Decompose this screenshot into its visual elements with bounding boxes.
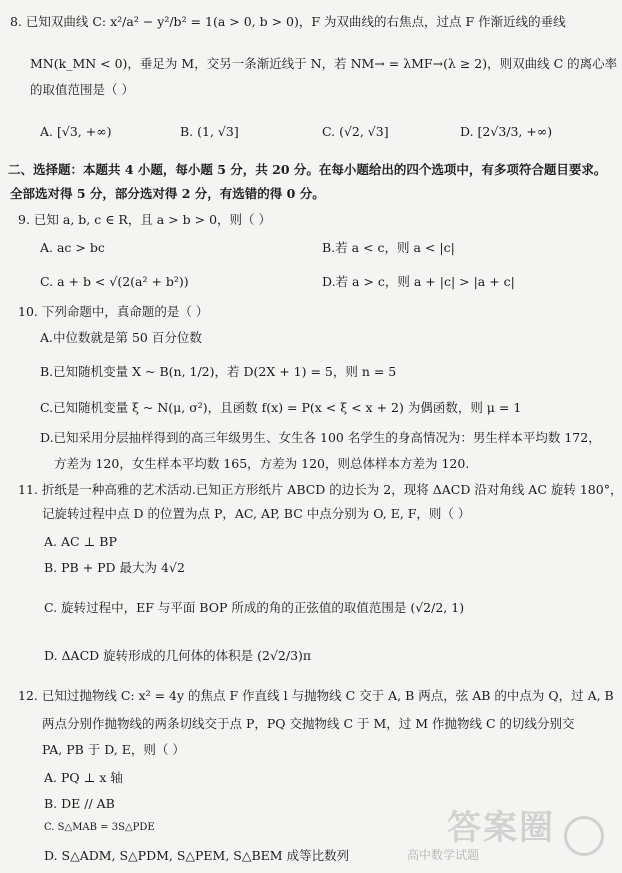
q9-option-a: A. ac > bc (40, 240, 105, 255)
q11-option-a: A. AC ⊥ BP (44, 534, 117, 549)
q11-stem-line1: 11. 折纸是一种高雅的艺术活动.已知正方形纸片 ABCD 的边长为 2，现将 ΔACD 沿对角线 AC 旋转 180°， (18, 482, 622, 497)
watermark-caption: 高中数学试题 (407, 848, 480, 862)
q9-option-d: D.若 a > c，则 a + |c| > |a + c| (322, 274, 515, 289)
q12-stem-line3: PA, PB 于 D, E，则（ ） (42, 742, 185, 757)
q8-option-b: B. (1, √3] (180, 124, 239, 139)
q10-option-b: B.已知随机变量 X ~ B(n, 1/2)，若 D(2X + 1) = 5，则 n = 5 (40, 364, 397, 379)
q12-stem-line1: 12. 已知过抛物线 C: x² = 4y 的焦点 F 作直线 l 与抛物线 C 交于 A, B 两点，弦 AB 的中点为 Q，过 A, B (18, 688, 614, 703)
q10-option-a: A.中位数就是第 50 百分位数 (40, 330, 202, 345)
q11-option-c: C. 旋转过程中，EF 与平面 BOP 所成的角的正弦值的取值范围是 (√2/2, 1) (44, 600, 465, 615)
q12-option-a: A. PQ ⊥ x 轴 (44, 770, 123, 785)
q9-option-b: B.若 a < c，则 a < |c| (322, 240, 455, 255)
q8-option-c: C. (√2, √3] (322, 124, 389, 139)
q12-option-d: D. S△ADM, S△PDM, S△PEM, S△BEM 成等比数列 (44, 848, 350, 863)
q8-option-a: A. [√3, +∞) (40, 124, 112, 139)
q8-stem-line3: 的取值范围是（ ） (30, 82, 134, 97)
watermark-logo-text: 答案圈 (447, 808, 555, 848)
q10-option-d-line1: D.已知采用分层抽样得到的高三年级男生、女生各 100 名学生的身高情况为：男生样本平均数 172， (40, 430, 601, 445)
q12-option-c: C. S△MAB = 3S△PDE (44, 822, 155, 833)
q10-option-d-line2: 方差为 120，女生样本平均数 165，方差为 120，则总体样本方差为 120. (54, 456, 470, 471)
watermark (407, 808, 612, 868)
q11-option-d: D. ΔACD 旋转形成的几何体的体积是 (2√2/3)π (44, 648, 312, 663)
q8-stem-line2: MN(k_MN < 0)，垂足为 M，交另一条渐近线于 N，若 NM→ = λMF→(λ ≥ 2)，则双曲线 C 的离心率 (30, 56, 618, 71)
q11-stem-line2: 记旋转过程中点 D 的位置为点 P，AC, AP, BC 中点分别为 O, E, F，则（ ） (42, 506, 471, 521)
q9-option-c: C. a + b < √(2(a² + b²)) (40, 274, 189, 289)
section2-scoring: 全部选对得 5 分，部分选对得 2 分，有选错的得 0 分。 (10, 186, 325, 201)
q9-stem: 9. 已知 a, b, c ∈ R，且 a > b > 0，则（ ） (18, 212, 272, 227)
q8-option-d: D. [2√3/3, +∞) (460, 124, 553, 139)
section2-heading: 二、选择题：本题共 4 小题，每小题 5 分，共 20 分。在每小题给出的四个选项中，有多项符合题目要求。 (8, 162, 607, 177)
q12-stem-line2: 两点分别作抛物线的两条切线交于点 P，PQ 交抛物线 C 于 M，过 M 作抛物线 C 的切线分别交 (42, 716, 575, 731)
q11-option-b: B. PB + PD 最大为 4√2 (44, 560, 185, 575)
q12-option-b: B. DE // AB (44, 796, 115, 811)
q10-option-c: C.已知随机变量 ξ ~ N(μ, σ²)，且函数 f(x) = P(x < ξ < x + 2) 为偶函数，则 μ = 1 (40, 400, 522, 415)
watermark-circle-icon (564, 816, 604, 856)
q10-stem: 10. 下列命题中，真命题的是（ ） (18, 304, 209, 319)
q8-stem-line1: 8. 已知双曲线 C: x²/a² − y²/b² = 1(a > 0, b > 0)，F 为双曲线的右焦点，过点 F 作渐近线的垂线 (10, 14, 566, 29)
